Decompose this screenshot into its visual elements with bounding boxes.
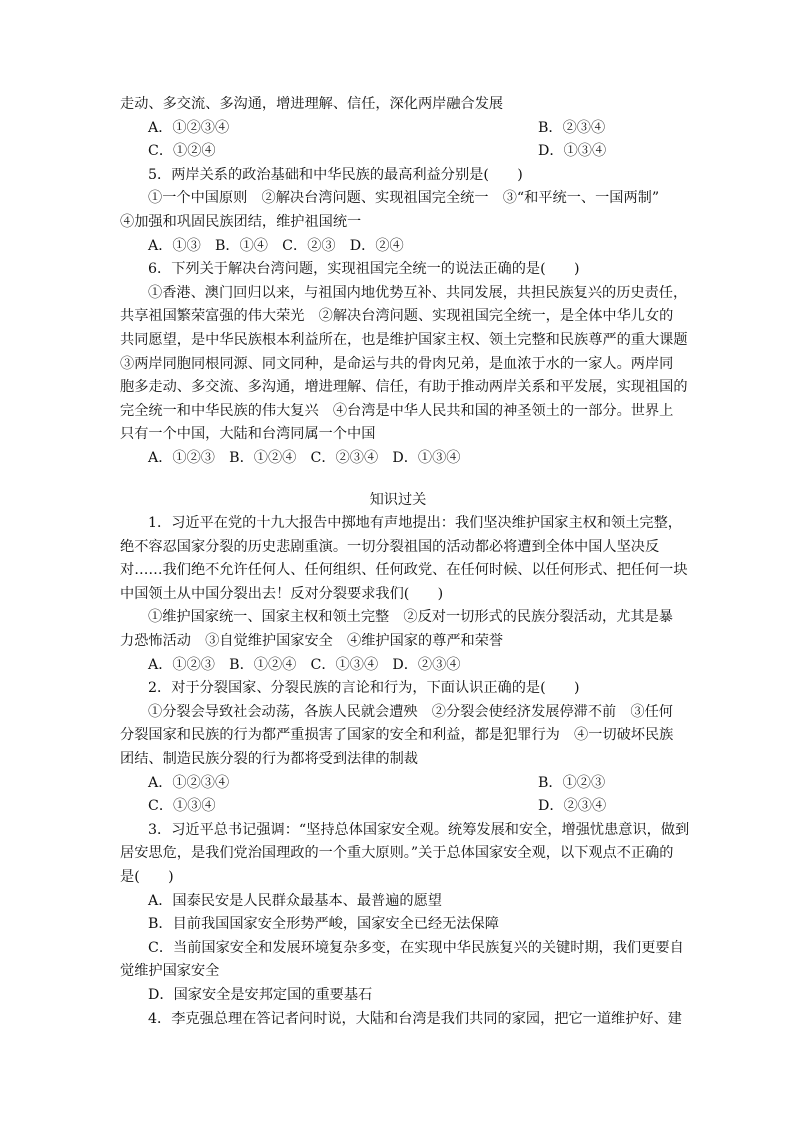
knowledge-2-stem: 2．对于分裂国家、分裂民族的言论和行为，下面认识正确的是( ) bbox=[148, 680, 580, 697]
knowledge-1-options: A．①②③ B．①②④ C．①③④ D．②③④ bbox=[148, 656, 461, 673]
knowledge-2-body: ①分裂会导致社会动荡，各族人民就会遭殃 ②分裂会使经济发展停滞不前 ③任何 bbox=[148, 703, 673, 720]
knowledge-1-body: ①维护国家统一、国家主权和领土完整 ②反对一切形式的民族分裂活动，尤其是暴 bbox=[148, 609, 673, 626]
question-6-body: 完全统一和中华民族的伟大复兴 ④台湾是中华人民共和国的神圣领土的一部分。世界上 bbox=[120, 402, 674, 419]
knowledge-1-stem: 1．习近平在党的十九大报告中掷地有声地提出：我们坚决维护国家主权和领土完整， bbox=[148, 515, 682, 532]
question-6-options: A．①②③ B．①②④ C．②③④ D．①③④ bbox=[148, 449, 461, 466]
option-d: D．国家安全是安邦定国的重要基石 bbox=[148, 986, 373, 1003]
option-b: B．①②③ bbox=[538, 774, 606, 791]
question-5-options: A．①③ B．①④ C．②③ D．②④ bbox=[148, 237, 404, 254]
option-a: A．国泰民安是人民群众最基本、最普遍的愿望 bbox=[148, 892, 442, 909]
question-6-body: 共享祖国繁荣富强的伟大荣光 ②解决台湾问题、实现祖国完全统一，是全体中华儿女的 bbox=[120, 308, 674, 325]
option-c: C．①②④ bbox=[148, 143, 216, 160]
question-6-body: ③两岸同胞同根同源、同文同种，是命运与共的骨肉兄弟，是血浓于水的一家人。两岸同 bbox=[120, 355, 674, 372]
question-6-body: ①香港、澳门回归以来，与祖国内地优势互补、共同发展，共担民族复兴的历史责任， bbox=[148, 284, 688, 301]
question-6-body: 只有一个中国，大陆和台湾同属一个中国 bbox=[120, 426, 376, 443]
page-content bbox=[120, 93, 690, 1031]
question-6-body: 胞多走动、多交流、多沟通，增进理解、信任，有助于推动两岸关系和平发展，实现祖国的 bbox=[120, 379, 688, 396]
knowledge-1-stem: 对……我们绝不允许任何人、任何组织、任何政党、在任何时候、以任何形式、把任何一块 bbox=[120, 562, 688, 579]
knowledge-2-body: 团结、制造民族分裂的行为都将受到法律的制裁 bbox=[120, 751, 418, 768]
knowledge-1-stem: 绝不容忍国家分裂的历史悲剧重演。一切分裂祖国的活动都必将遭到全体中国人坚决反 bbox=[120, 538, 660, 555]
knowledge-1-stem: 中国领土从中国分裂出去！反对分裂要求我们( ) bbox=[120, 585, 444, 602]
knowledge-3-stem: 是( ) bbox=[120, 869, 174, 885]
option-c: C．①③④ bbox=[148, 798, 216, 815]
question-5-body: ①一个中国原则 ②解决台湾问题、实现祖国完全统一 ③“和平统一、一国两制” bbox=[148, 190, 660, 207]
option-d: D．①③④ bbox=[538, 143, 607, 160]
option-d: D．②③④ bbox=[538, 798, 607, 815]
question-5-stem: 5．两岸关系的政治基础和中华民族的最高利益分别是( ) bbox=[148, 166, 523, 183]
question-6-stem: 6．下列关于解决台湾问题，实现祖国完全统一的说法正确的是( ) bbox=[148, 261, 580, 278]
question-5-body: ④加强和巩固民族团结，维护祖国统一 bbox=[120, 213, 362, 230]
knowledge-2-body: 分裂国家和民族的行为都严重损害了国家的安全和利益，都是犯罪行为 ④一切破坏民族 bbox=[120, 727, 674, 744]
option-c: C．当前国家安全和发展环境复杂多变，在实现中华民族复兴的关键时期，我们更要自 bbox=[148, 939, 684, 956]
option-a: A．①②③④ bbox=[148, 119, 230, 136]
option-row bbox=[120, 140, 676, 164]
option-c-continued: 觉维护国家安全 bbox=[120, 963, 220, 980]
option-a: A．①②③④ bbox=[148, 774, 230, 791]
option-b: B．②③④ bbox=[538, 119, 606, 136]
knowledge-3-stem: 居安思危，是我们党治国理政的一个重大原则。”关于总体国家安全观，以下观点不正确的 bbox=[120, 845, 674, 862]
text-line: 走动、多交流、多沟通，增进理解、信任，深化两岸融合发展 bbox=[120, 96, 504, 112]
knowledge-3-stem: 3．习近平总书记强调：“坚持总体国家安全观。统筹发展和安全，增强忧患意识，做到 bbox=[148, 821, 690, 838]
question-6-body: 共同愿望，是中华民族根本利益所在，也是维护国家主权、领土完整和民族尊严的重大课题 bbox=[120, 331, 688, 348]
option-row bbox=[120, 117, 676, 141]
option-row bbox=[120, 795, 676, 819]
section-title: 知识过关 bbox=[369, 491, 427, 508]
knowledge-1-body: 力恐怖活动 ③自觉维护国家安全 ④维护国家的尊严和荣誉 bbox=[120, 633, 504, 650]
knowledge-4-stem: 4．李克强总理在答记者问时说，大陆和台湾是我们共同的家园，把它一道维护好、建 bbox=[148, 1010, 682, 1027]
option-row bbox=[120, 772, 676, 796]
option-b: B．目前我国国家安全形势严峻，国家安全已经无法保障 bbox=[148, 916, 499, 933]
